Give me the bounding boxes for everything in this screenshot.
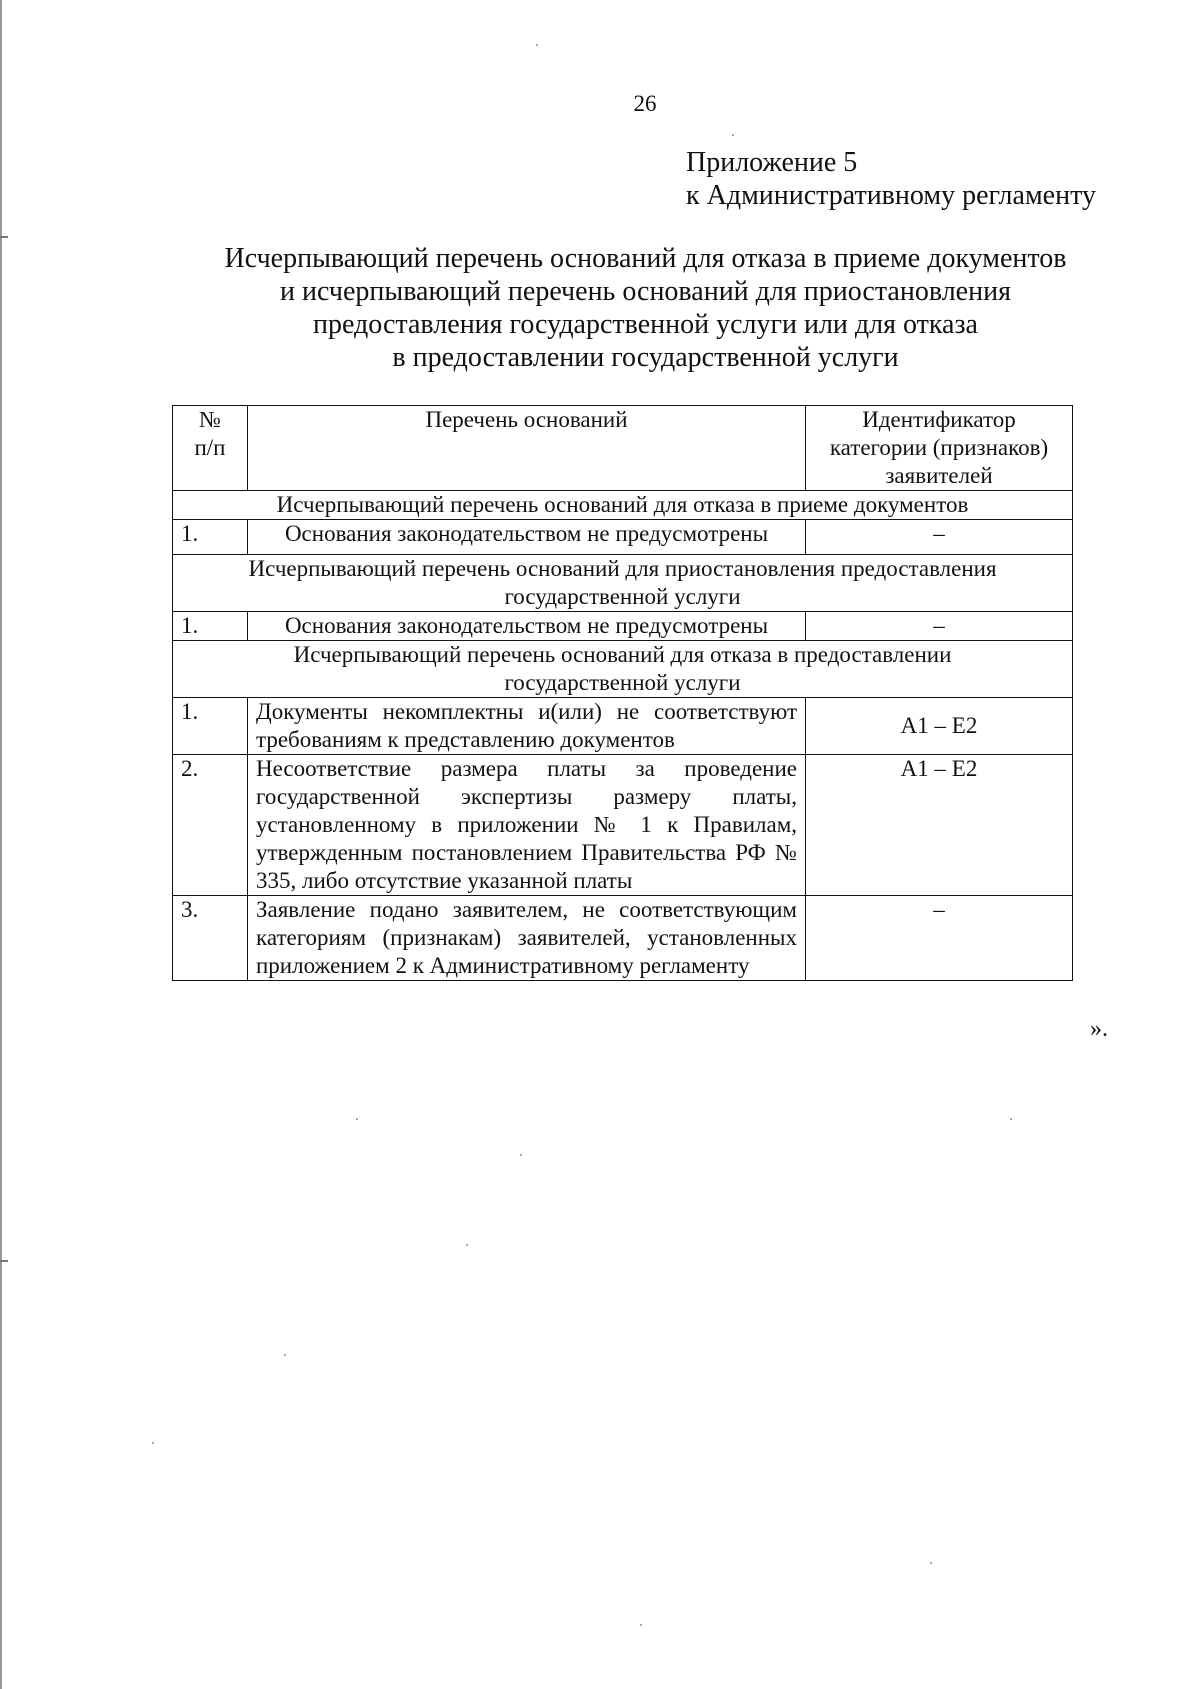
section-title-line: Исчерпывающий перечень оснований для приостановления предоставления	[248, 556, 997, 581]
scan-edge-mark	[0, 236, 8, 238]
row-number: 3.	[173, 896, 248, 981]
header-applicant-identifier	[806, 406, 1073, 491]
row-number: 2.	[173, 755, 248, 896]
row-identifier: А1 – Е2	[806, 755, 1073, 896]
appendix-label: Приложение 5	[686, 147, 858, 178]
header-id-line: заявителей	[885, 463, 993, 488]
row-number: 1.	[173, 520, 248, 555]
row-number: 1.	[173, 612, 248, 641]
scan-speck	[1010, 1118, 1012, 1120]
document-title	[172, 242, 1119, 374]
header-id-line: категории (признаков)	[829, 435, 1049, 460]
title-line: и исчерпывающий перечень оснований для приостановления	[280, 276, 1011, 307]
row-identifier: –	[806, 520, 1073, 555]
row-ground: Документы некомплектны и(или) не соответствуют требованиям к представлению документов	[248, 698, 806, 755]
section-title	[173, 491, 1073, 520]
title-line: в предоставлении государственной услуги	[392, 342, 899, 373]
scan-speck	[520, 1154, 522, 1156]
table-row	[173, 698, 1073, 755]
row-identifier: А1 – Е2	[806, 698, 1073, 755]
table-row	[173, 612, 1073, 641]
grounds-table	[172, 405, 1073, 981]
scan-speck	[466, 1244, 468, 1246]
scan-speck	[536, 44, 538, 46]
row-number: 1.	[173, 698, 248, 755]
scan-speck	[152, 1442, 154, 1444]
appendix-note	[686, 146, 1096, 212]
row-identifier: –	[806, 896, 1073, 981]
header-number-abbr: п/п	[194, 435, 226, 460]
section-title-line: Исчерпывающий перечень оснований для отказа в предоставлении	[293, 642, 952, 667]
title-line: предоставления государственной услуги или для отказа	[313, 309, 978, 340]
header-number	[173, 406, 248, 491]
scan-speck	[640, 1624, 642, 1626]
closing-quote: ».	[1090, 1016, 1108, 1042]
table-row	[173, 755, 1073, 896]
row-ground: Основания законодательством не предусмотрены	[248, 612, 806, 641]
section-title	[173, 555, 1073, 612]
section-row	[173, 555, 1073, 612]
section-title	[173, 641, 1073, 698]
header-grounds-list: Перечень оснований	[248, 406, 806, 491]
section-title-line: государственной услуги	[504, 670, 741, 695]
section-title-line: Исчерпывающий перечень оснований для отказа в приеме документов	[276, 492, 969, 517]
scan-left-edge	[0, 0, 2, 1689]
page-number: 26	[633, 91, 657, 116]
row-ground: Основания законодательством не предусмотрены	[248, 520, 806, 555]
scan-speck	[930, 1562, 932, 1564]
header-number-symbol: №	[199, 407, 221, 432]
header-id-line: Идентификатор	[862, 407, 1016, 432]
scan-speck	[284, 1354, 286, 1356]
table-row	[173, 520, 1073, 555]
section-row	[173, 491, 1073, 520]
row-ground: Заявление подано заявителем, не соответствующим категориям (признакам) заявителей, установленных приложением 2 к Административному регламенту	[248, 896, 806, 981]
table-header-row	[173, 406, 1073, 491]
title-line: Исчерпывающий перечень оснований для отказа в приеме документов	[224, 243, 1067, 274]
row-identifier: –	[806, 612, 1073, 641]
row-ground: Несоответствие размера платы за проведение государственной экспертизы размеру платы, установленному в приложении № 1 к Правилам, утвержденным постановлением Правительства РФ № 335, либо отсутствие указанной платы	[248, 755, 806, 896]
appendix-reference: к Административному регламенту	[686, 180, 1096, 211]
scan-speck	[732, 134, 734, 136]
section-row	[173, 641, 1073, 698]
table-row	[173, 896, 1073, 981]
scan-edge-mark	[0, 1260, 8, 1262]
section-title-line: государственной услуги	[504, 584, 741, 609]
scan-speck	[356, 1118, 358, 1120]
